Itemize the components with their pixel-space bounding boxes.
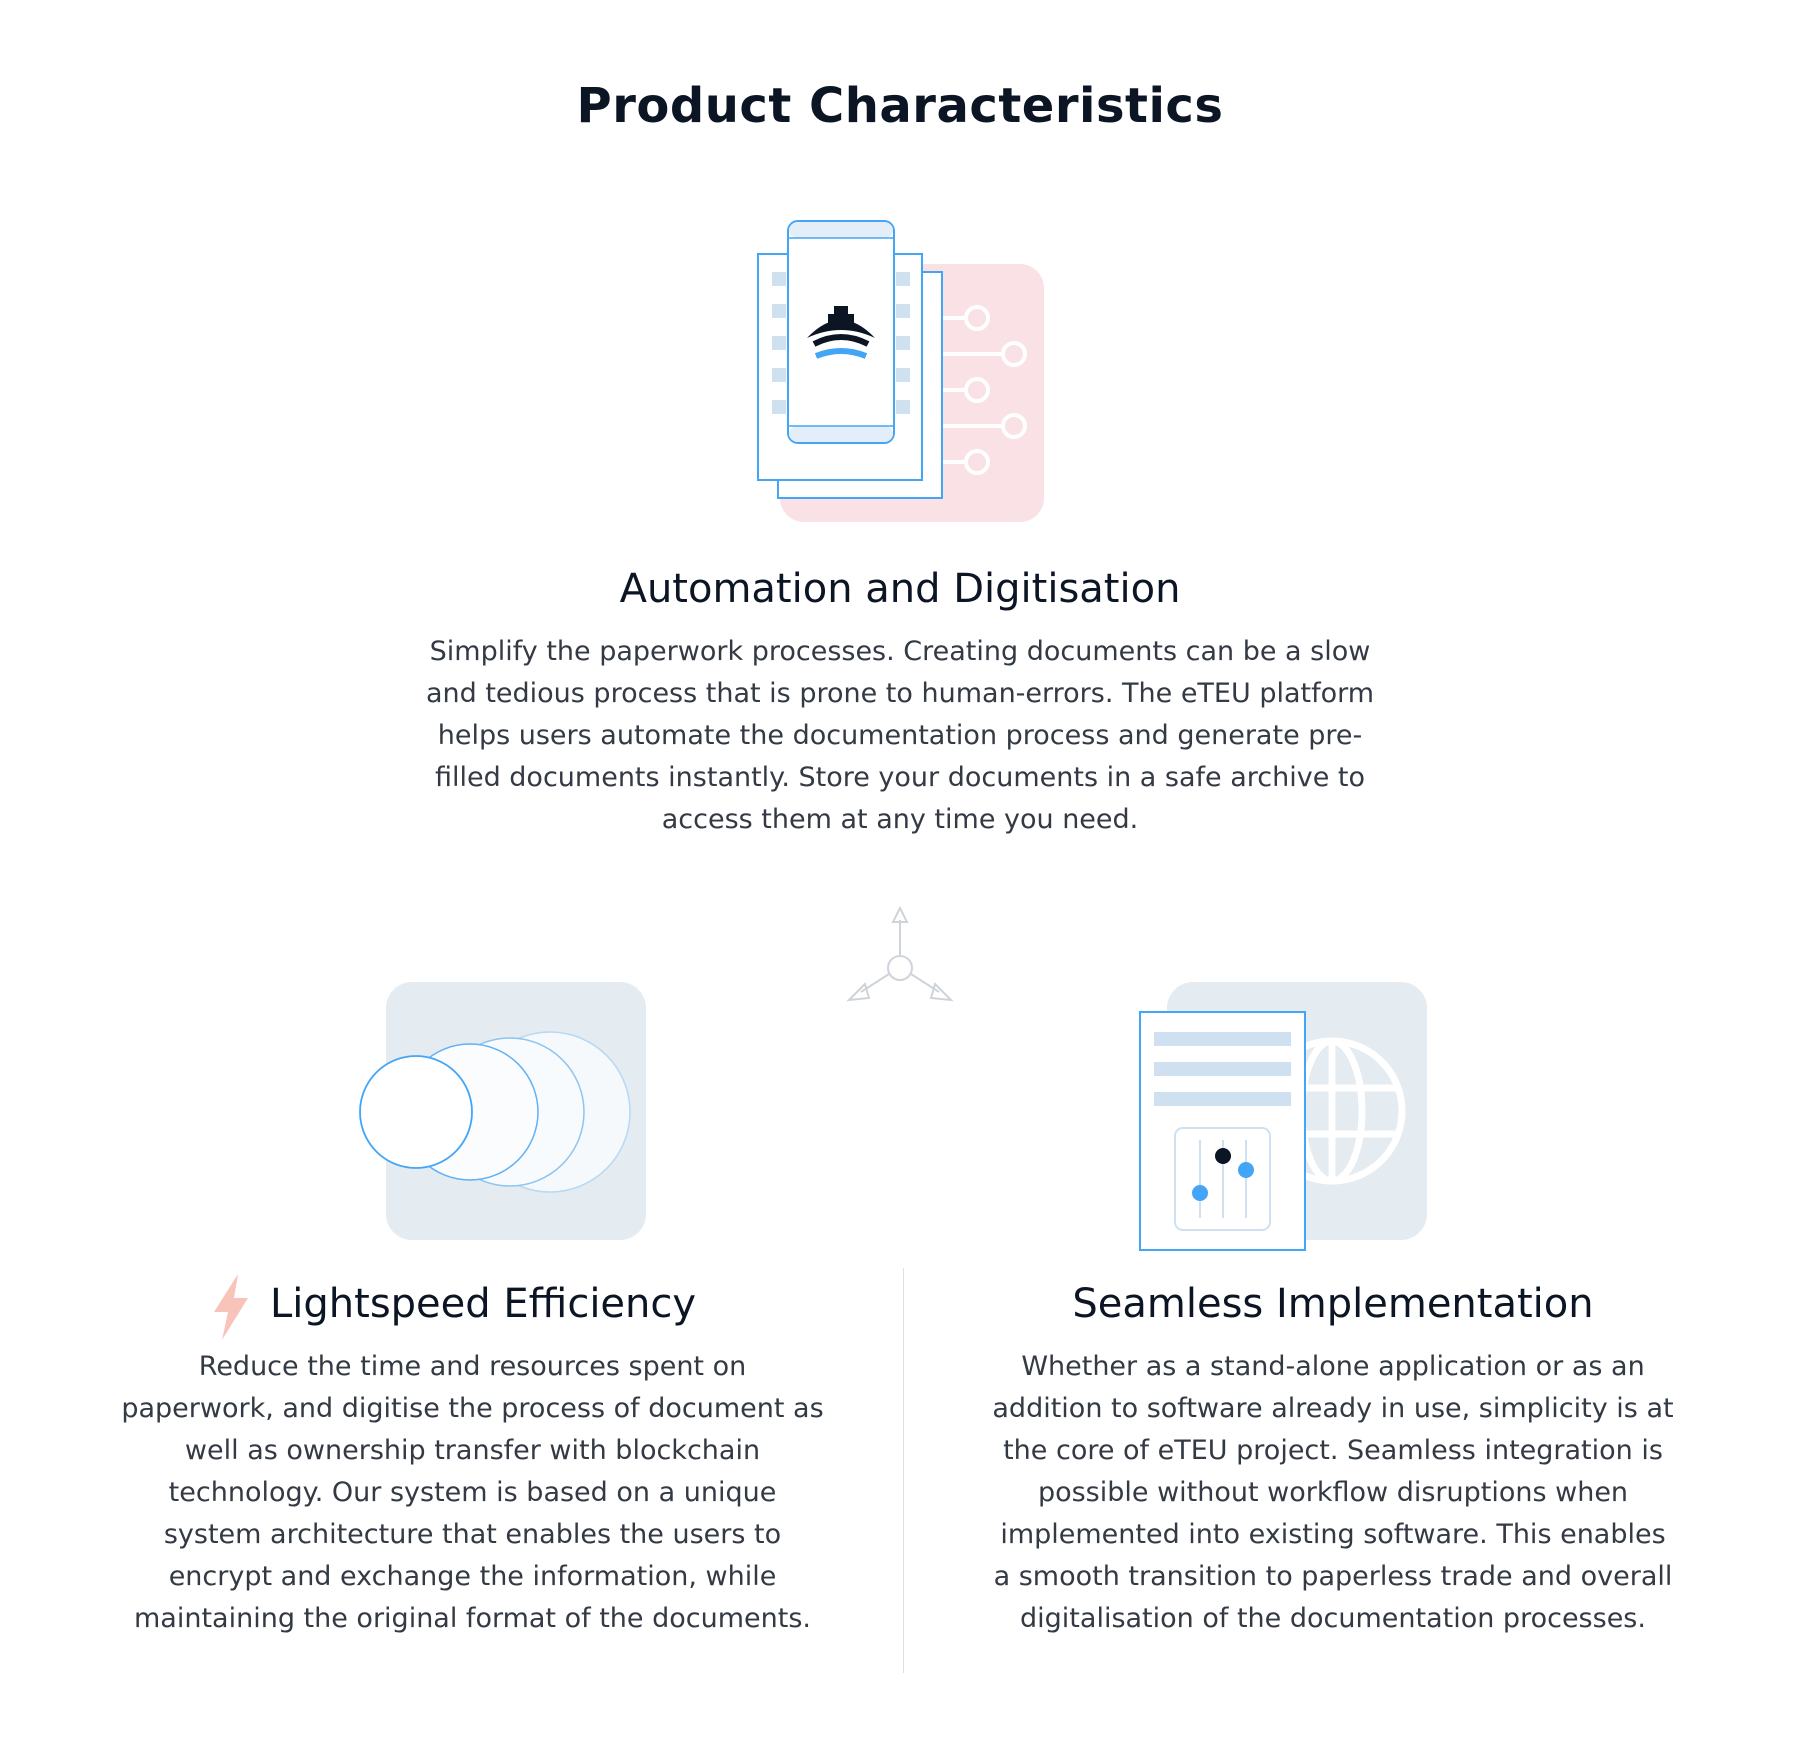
implementation-illustration — [1138, 980, 1428, 1252]
feature-title-efficiency: Lightspeed Efficiency — [270, 1281, 697, 1327]
bolt-badge — [210, 1272, 252, 1342]
feature-title-automation: Automation and Digitisation — [619, 566, 1181, 612]
automation-illustration — [752, 218, 1052, 528]
column-divider — [903, 1268, 904, 1673]
document-sliders-globe-icon — [1138, 980, 1428, 1252]
efficiency-illustration — [356, 980, 650, 1242]
lightning-bolt-icon — [210, 1272, 252, 1342]
feature-text-implementation: Whether as a stand-alone application or as an addition to software already in use, simplicity is at the core of eTEU project. Seamless integration is possible without workflow disruptions when implemented into existing software. This enables a smooth transition to paperless trade and overall digitalisation of the documentation processes. — [992, 1351, 1674, 1634]
feature-text-automation: Simplify the paperwork processes. Creating documents can be a slow and tedious process that is prone to human-errors. The eTEU platform helps users automate the documentation process and generate pre-filled documents instantly. Store your documents in a safe archive to access them at any time you need. — [425, 636, 1375, 835]
feature-title-implementation: Seamless Implementation — [1072, 1281, 1594, 1327]
connector-illustration — [845, 902, 955, 1008]
phone-documents-ship-icon — [752, 218, 1052, 528]
overlapping-circles-icon — [356, 980, 650, 1242]
three-way-arrows-icon — [845, 902, 955, 1008]
page-title: Product Characteristics — [576, 78, 1224, 134]
feature-text-efficiency: Reduce the time and resources spent on paperwork, and digitise the process of document as well as ownership transfer with blockchain technology. Our system is based on a unique system architecture that enables the users to encrypt and exchange the information, while maintaining the original format of the documents. — [121, 1351, 824, 1634]
